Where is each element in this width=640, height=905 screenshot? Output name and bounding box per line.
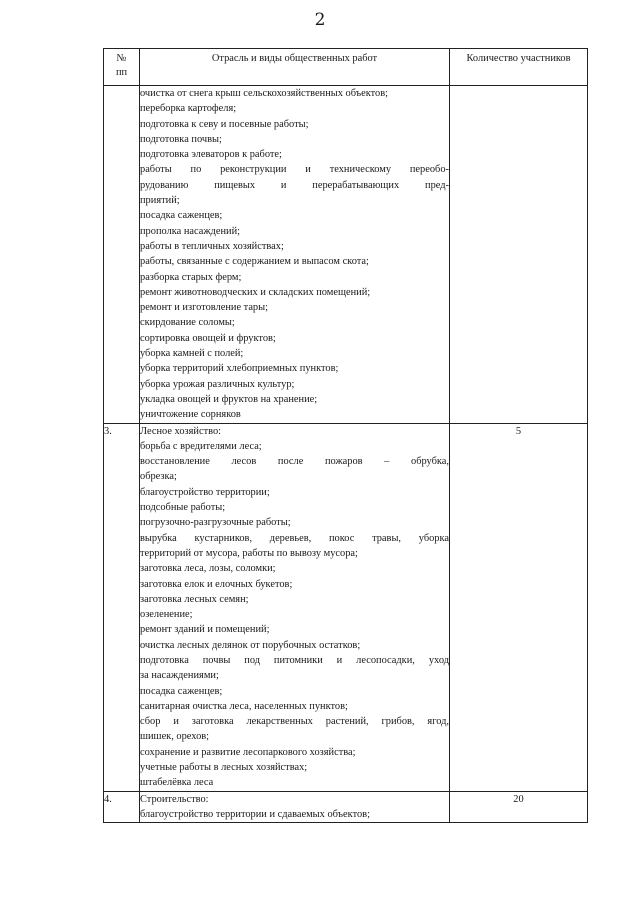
row-work-list xyxy=(140,423,450,791)
work-item: заготовка лесных семян; xyxy=(140,593,249,605)
work-item: подготовка элеваторов к работе; xyxy=(140,149,282,161)
work-item: уничтожение сорняков xyxy=(140,409,241,421)
work-item: переборка картофеля; xyxy=(140,103,237,115)
work-item: борьба с вредителями леса; xyxy=(140,440,262,452)
row-work-list xyxy=(140,86,450,424)
work-item: подсобные работы; xyxy=(140,502,226,514)
row-work-list xyxy=(140,791,450,823)
row-number: 4. xyxy=(104,791,140,823)
work-item: скирдование соломы; xyxy=(140,317,235,329)
work-item: шишек, орехов; xyxy=(140,731,210,743)
work-item: подготовка почвы; xyxy=(140,133,222,145)
work-item: санитарная очистка леса, населенных пунктов; xyxy=(140,700,348,712)
work-item: посадка саженцев; xyxy=(140,210,223,222)
work-item: уборка территорий хлебоприемных пунктов; xyxy=(140,363,339,375)
work-item: уборка камней с полей; xyxy=(140,348,244,360)
work-item: работы в тепличных хозяйствах; xyxy=(140,240,284,252)
work-item: благоустройство территории; xyxy=(140,486,270,498)
row-participant-count xyxy=(450,86,588,424)
table-body xyxy=(104,86,588,823)
public-works-table xyxy=(103,48,588,823)
work-item: подготовка к севу и посевные работы; xyxy=(140,118,309,130)
table-row xyxy=(104,423,588,791)
work-item: посадка саженцев; xyxy=(140,685,223,697)
work-item: приятий; xyxy=(140,195,180,207)
work-item: Лесное хозяйство: xyxy=(140,425,222,437)
table-header xyxy=(104,49,588,86)
work-item: сортировка овощей и фруктов; xyxy=(140,332,276,344)
work-item: прополка насаждений; xyxy=(140,225,241,237)
work-item: разборка старых ферм; xyxy=(140,271,242,283)
table-row xyxy=(104,86,588,424)
row-number: 3. xyxy=(104,423,140,791)
header-participants: Количество участников xyxy=(450,49,588,86)
work-item: сбор и заготовка лекарственных растений, грибов, ягод, xyxy=(140,716,449,728)
work-item: сохранение и развитие лесопаркового хозяйства; xyxy=(140,746,356,758)
work-item: обрезка; xyxy=(140,471,177,483)
work-item: ремонт животноводческих и складских помещений; xyxy=(140,286,371,298)
work-item: очистка лесных делянок от порубочных остатков; xyxy=(140,639,361,651)
header-number-part: пп xyxy=(115,67,128,78)
work-item: работы по реконструкции и техническому переобо- xyxy=(140,164,449,176)
work-item: штабелёвка леса xyxy=(140,777,214,789)
work-item: рудованию пищевых и перерабатывающих пред- xyxy=(140,179,449,191)
work-item: ремонт и изготовление тары; xyxy=(140,302,269,314)
work-item: уборка урожая различных культур; xyxy=(140,378,295,390)
work-item: благоустройство территории и сдаваемых объектов; xyxy=(140,808,370,820)
work-item: работы, связанные с содержанием и выпасом скота; xyxy=(140,256,369,268)
work-item: заготовка елок и елочных букетов; xyxy=(140,578,293,590)
header-number-label xyxy=(104,49,139,80)
work-item: подготовка почвы под питомники и лесопосадки, уход xyxy=(140,654,449,666)
header-number-part: № xyxy=(116,53,127,64)
work-item: озеленение; xyxy=(140,609,193,621)
row-number xyxy=(104,86,140,424)
row-participant-count: 5 xyxy=(450,423,588,791)
work-item: укладка овощей и фруктов на хранение; xyxy=(140,393,318,405)
work-item: очистка от снега крыш сельскохозяйственных объектов; xyxy=(140,88,389,99)
work-item: за насаждениями; xyxy=(140,670,219,682)
row-participant-count: 20 xyxy=(450,791,588,823)
work-item: восстановление лесов после пожаров – обрубка, xyxy=(140,456,449,468)
header-number xyxy=(104,49,140,86)
page-number: 2 xyxy=(314,10,326,30)
work-item: ремонт зданий и помещений; xyxy=(140,624,270,636)
work-item: учетные работы в лесных хозяйствах; xyxy=(140,762,308,774)
work-item: вырубка кустарников, деревьев, покос травы, уборка xyxy=(140,532,449,544)
work-item: заготовка леса, лозы, соломки; xyxy=(140,563,276,575)
header-work-types: Отрасль и виды общественных работ xyxy=(140,49,450,86)
work-item: погрузочно-разгрузочные работы; xyxy=(140,517,291,529)
work-item: территорий от мусора, работы по вывозу мусора; xyxy=(140,547,358,559)
work-item: Строительство: xyxy=(140,793,209,805)
table-row xyxy=(104,791,588,823)
